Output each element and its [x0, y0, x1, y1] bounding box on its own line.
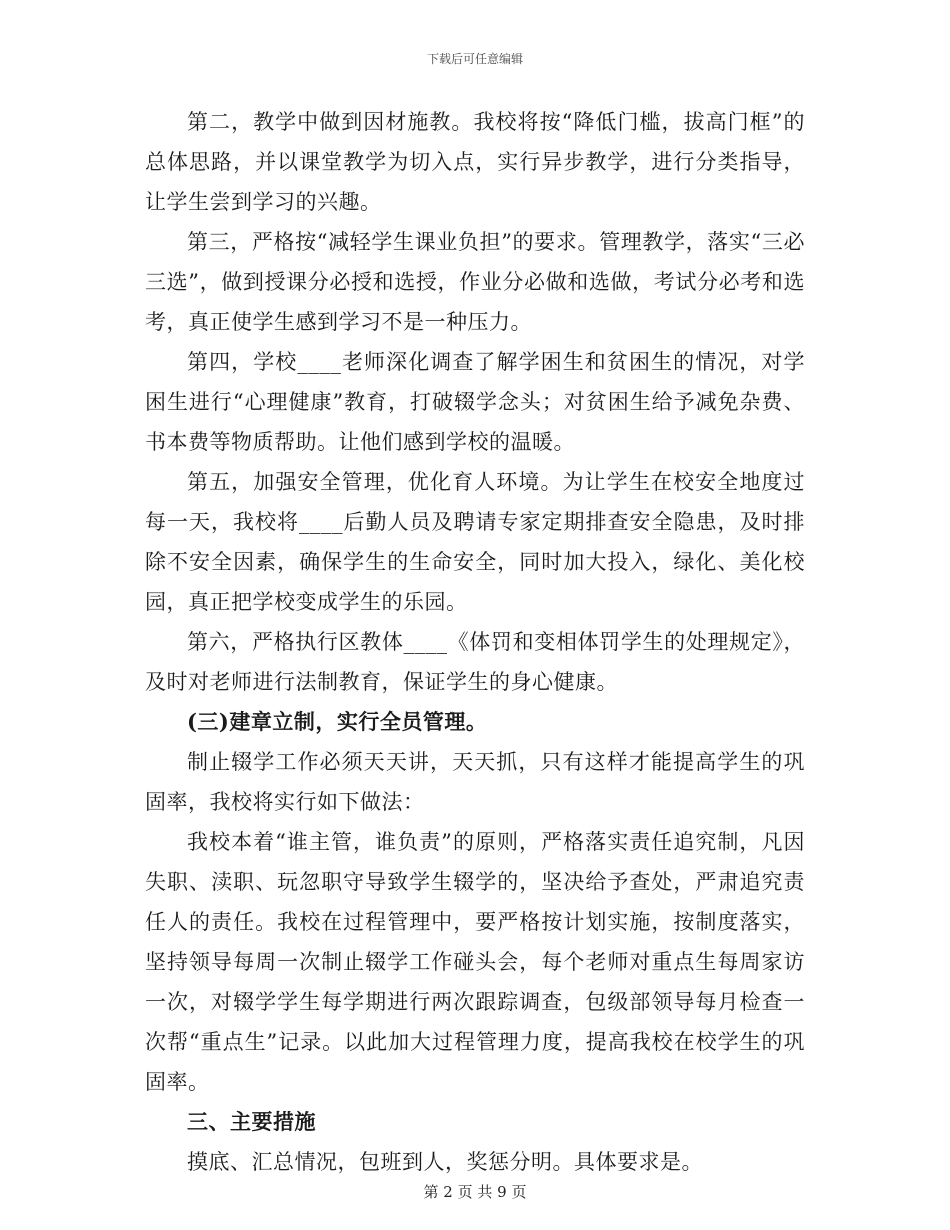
- paragraph: 摸底、汇总情况，包班到人，奖惩分明。具体要求是。: [187, 1150, 703, 1174]
- paragraph: 第三，严格按“减轻学生课业负担”的要求。管理教学，落实“三必三选”，做到授课分必授和选授，作业分必做和选做，考试分必考和选考，真正使学生感到学习不是一种压力。: [145, 230, 805, 334]
- section-heading: 三、主要措施: [187, 1109, 316, 1134]
- paragraph: 第六，严格执行区教体____《体罚和变相体罚学生的处理规定》，及时对老师进行法制教育，保证学生的身心健康。: [145, 630, 805, 694]
- paragraph: 第二，教学中做到因材施教。我校将按“降低门槛，拔高门框”的总体思路，并以课堂教学为切入点，实行异步教学，进行分类指导，让学生尝到学习的兴趣。: [145, 110, 805, 214]
- paragraph: 我校本着“谁主管，谁负责”的原则，严格落实责任追究制，凡因失职、渎职、玩忽职守导致学生辍学的，坚决给予查处，严肃追究责任人的责任。我校在过程管理中，要严格按计划实施，按制度落实，坚持领导每周一次制止辍学工作碰头会，每个老师对重点生每周家访一次，对辍学学生每学期进行两次跟踪调查，包级部领导每月检查一次帮“重点生”记录。以此加大过程管理力度，提高我校在校学生的巩固率。: [145, 830, 805, 1094]
- page-number: 第 2 页 共 9 页: [423, 1183, 527, 1201]
- paragraph: 制止辍学工作必须天天讲，天天抓，只有这样才能提高学生的巩固率，我校将实行如下做法：: [145, 750, 805, 814]
- page-header: 下载后可任意编辑: [426, 52, 523, 66]
- section-heading: (三)建章立制，实行全员管理。: [187, 709, 488, 734]
- document-body: [145, 102, 805, 1182]
- paragraph: 第五，加强安全管理，优化育人环境。为让学生在校安全地度过每一天，我校将____后勤人员及聘请专家定期排查安全隐患，及时排除不安全因素，确保学生的生命安全，同时加大投入，绿化、美化校园，真正把学校变成学生的乐园。: [145, 470, 805, 614]
- paragraph: 第四，学校____老师深化调查了解学困生和贫困生的情况，对学困生进行“心理健康”教育，打破辍学念头；对贫困生给予减免杂费、书本费等物质帮助。让他们感到学校的温暖。: [145, 350, 805, 454]
